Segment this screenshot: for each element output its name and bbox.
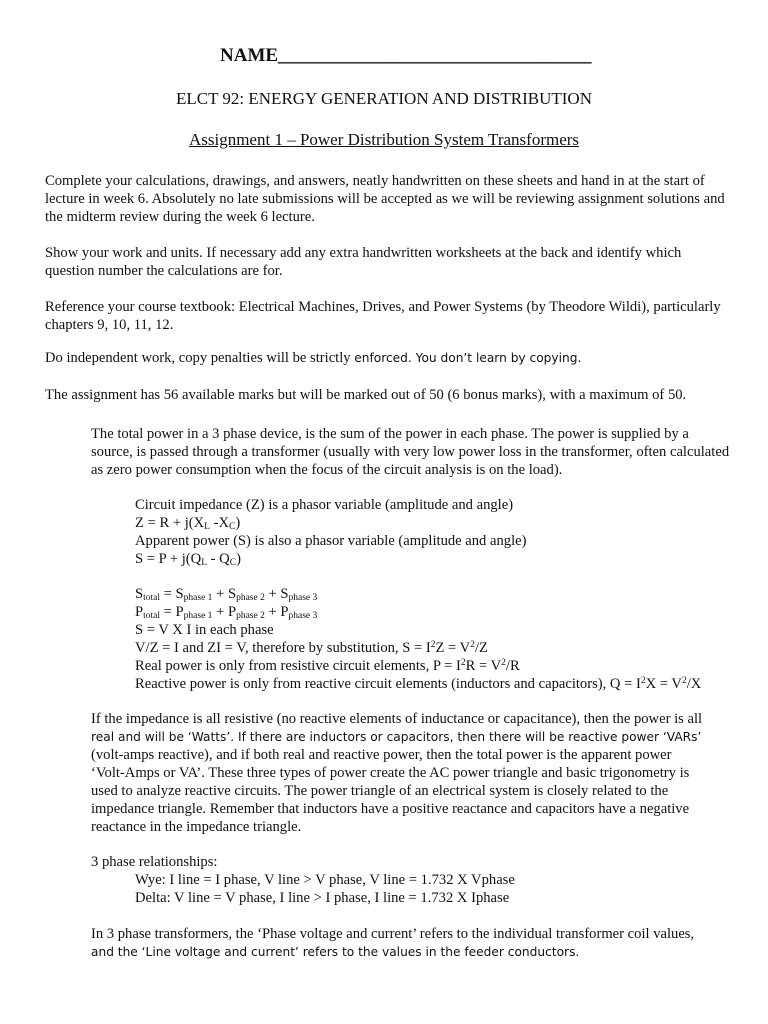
instructions-paragraph-2: Show your work and units. If necessary add any extra handwritten worksheets at the back and identify which question number the calculations are for. — [45, 245, 682, 279]
power-types-line-3: (volt-amps reactive), and if both real and reactive power, then the total power is the apparent power — [91, 747, 672, 763]
impedance-formula: $Z = R + j(X_L$ $-X_C$) — [135, 515, 241, 532]
formula-block-2 — [135, 585, 735, 693]
delta-relationship: Delta: V line = V phase, I line > I phase, I line = 1.732 X Iphase — [135, 890, 510, 906]
impedance-definition: Circuit impedance (Z) is a phasor variable (amplitude and angle) — [135, 497, 514, 513]
formula-block-1 — [135, 496, 735, 568]
three-phase-relationships-title: 3 phase relationships: — [91, 854, 218, 870]
power-types-line-4: ‘Volt-Amps or VA’. These three types of power create the AC power triangle and basic trigonometry is — [91, 765, 690, 781]
apparent-power-definition: Apparent power (S) is also a phasor variable (amplitude and angle) — [135, 533, 527, 549]
s-total-formula: $S_{total} = S_{phase 1} + S_{phase 2} + S_{phase 3}$ — [135, 586, 318, 603]
wye-relationship: Wye: I line = I phase, V line > V phase, V line = 1.732 X Vphase — [135, 872, 515, 888]
integrity-text-sans: enforced. You don’t learn by copying. — [354, 351, 582, 365]
instructions-paragraph-4 — [45, 349, 725, 367]
power-types-line-5: used to analyze reactive circuits. The power triangle of an electrical system is closely related to the — [91, 783, 669, 799]
name-field-label: NAME_________________________________ — [220, 45, 592, 66]
instructions-paragraph-1: Complete your calculations, drawings, and answers, neatly handwritten on these sheets and hand in at the start of lecture in week 6. Absolutely no late submissions will be accepted as we will be reviewing assignment solutions and the midterm review during the week 6 lecture. — [45, 173, 725, 225]
instructions-paragraph-5: The assignment has 56 available marks but will be marked out of 50 (6 bonus marks), with a maximum of 50. — [45, 387, 687, 403]
power-types-line-2: real and will be ‘Watts’. If there are inductors or capacitors, then there will be reactive power ‘VARs’ — [91, 730, 702, 744]
power-types-line-7: reactance in the impedance triangle. — [91, 819, 302, 835]
instructions-paragraph-3: Reference your course textbook: Electrical Machines, Drives, and Power Systems (by Theodore Wildi), particularly chapters 9, 10, 11, 12. — [45, 299, 721, 333]
apparent-power-formula: $S = P + j(Q_L - Q_C)$ — [135, 551, 241, 568]
transformer-note-line-1: In 3 phase transformers, the ‘Phase voltage and current’ refers to the individual transformer coil values, — [91, 926, 695, 942]
assignment-title: Assignment 1 – Power Distribution System Transformers — [188, 130, 580, 149]
substitution-formula: V/Z = I and ZI = V, therefore by substitution, $S = I^2Z = V^2/Z$ — [135, 640, 488, 656]
p-total-formula: $P_{total} = P_{phase 1} + P_{phase 2} + P_{phase 3}$ — [135, 604, 318, 621]
real-power-formula: Real power is only from resistive circuit elements, $P = I^2R = V^2/R$ — [135, 658, 520, 674]
reactive-power-formula: Reactive power is only from reactive circuit elements (inductors and capacitors), $Q = I^2X = V^2/X$ — [135, 676, 702, 692]
integrity-text: Do independent work, copy penalties will be strictly — [45, 350, 355, 366]
theory-intro-paragraph: The total power in a 3 phase device, is the sum of the power in each phase. The power is supplied by a source, is passed through a transformer (usually with very low power loss in the transformer, often calculated as zero power consumption when the focus of the circuit analysis is on the load). — [91, 426, 730, 478]
power-types-line-6: impedance triangle. Remember that inductors have a positive reactance and capacitors have a negative — [91, 801, 690, 817]
power-types-line-1: If the impedance is all resistive (no reactive elements of inductance or capacitance), then the power is all — [91, 711, 703, 727]
transformer-note-line-2: and the ‘Line voltage and current’ refers to the values in the feeder conductors. — [91, 945, 580, 959]
s-per-phase-formula: S = V X I in each phase — [135, 622, 274, 638]
power-types-paragraph — [91, 710, 731, 836]
transformer-note-paragraph — [91, 925, 731, 961]
course-title: ELCT 92: ENERGY GENERATION AND DISTRIBUTION — [175, 89, 592, 108]
